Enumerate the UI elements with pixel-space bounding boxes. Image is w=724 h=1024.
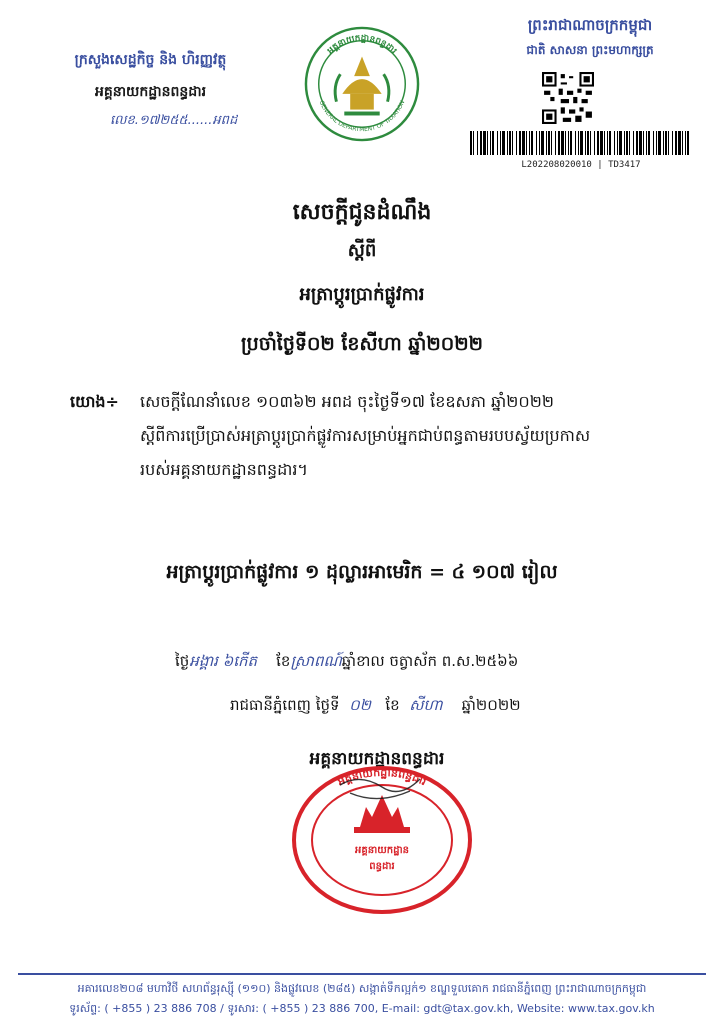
lunar-year: ឆ្នាំខាល ចត្វាស័ក ព.ស.២៥៦៦ — [341, 652, 519, 670]
barcode-bar — [546, 131, 547, 155]
barcode-bar — [685, 131, 686, 155]
barcode-bar — [629, 131, 630, 155]
barcode — [470, 131, 692, 155]
barcode-bar — [658, 131, 661, 155]
barcode-bar — [480, 131, 482, 155]
barcode-bar — [470, 131, 472, 155]
seal-center-text-2: ពន្ធដារ — [369, 861, 395, 872]
barcode-bar — [531, 131, 533, 155]
reference-number — [110, 112, 237, 131]
barcode-bar — [522, 131, 525, 155]
barcode-bar — [507, 131, 508, 155]
reference-text — [140, 385, 660, 487]
emblem-bottom-text: GENERAL DEPARTMENT OF TAXATION — [317, 99, 407, 134]
barcode-bar — [516, 131, 517, 155]
month-label: ខែ — [385, 696, 400, 714]
barcode-bar — [648, 131, 650, 155]
reference-value: ១៧២៥៥ — [138, 113, 188, 128]
reference-label: យោង÷ — [70, 392, 119, 411]
reference-line: របស់អគ្គនាយកដ្ឋានពន្ធដារ។ — [140, 460, 308, 479]
barcode-bar — [587, 131, 589, 155]
barcode-bar — [497, 131, 498, 155]
department-name: អគ្គនាយកដ្ឋានពន្ធដារ — [94, 84, 207, 100]
barcode-bar — [597, 131, 599, 155]
barcode-bar — [487, 131, 488, 155]
barcode-bar — [500, 131, 501, 155]
barcode-bar — [639, 131, 642, 155]
barcode-bar — [483, 131, 486, 155]
barcode-bar — [580, 131, 583, 155]
barcode-bar — [626, 131, 628, 155]
barcode-bar — [682, 131, 683, 155]
barcode-bar — [570, 131, 572, 155]
barcode-bar — [607, 131, 608, 155]
barcode-bar — [663, 131, 664, 155]
svg-text:អគ្គនាយកដ្ឋានពន្ធដារ — [325, 34, 398, 58]
barcode-bar — [519, 131, 521, 155]
barcode-bar — [490, 131, 491, 155]
footer-divider — [18, 973, 706, 975]
barcode-bar — [492, 131, 494, 155]
footer-contact: ទូរស័ព្ទ: ( +855 ) 23 886 708 / ទូរសារ: ( +855 ) 23 886 700, E-mail: gdt@tax.gov.kh, Website: www.tax.gov.kh — [69, 1002, 655, 1015]
handwritten-month: ស្រាពណ៍ — [290, 652, 342, 670]
gdt-emblem-logo — [303, 25, 421, 143]
reference-block — [70, 385, 660, 479]
barcode-bar — [633, 131, 634, 155]
handwritten-month-2: សីហា — [409, 696, 443, 714]
notice-subject: អត្រាប្តូរប្រាក់ផ្លូវការ — [299, 284, 425, 305]
emblem-top-text: អគ្គនាយកដ្ឋានពន្ធដារ — [325, 33, 399, 57]
barcode-bar — [594, 131, 595, 155]
barcode-bar — [578, 131, 579, 155]
city-date-line — [230, 696, 670, 718]
barcode-bar — [555, 131, 556, 155]
barcode-bar — [477, 131, 478, 155]
barcode-bar — [509, 131, 511, 155]
barcode-bar — [672, 131, 673, 155]
barcode-bar — [473, 131, 474, 155]
reference-suffix: ......អពដ — [187, 113, 238, 128]
year-text: ឆ្នាំ២០២២ — [461, 696, 521, 714]
barcode-bar — [512, 131, 513, 155]
day-prefix: ថ្ងៃ — [175, 652, 190, 670]
barcode-bar — [675, 131, 677, 155]
barcode-bar — [529, 131, 530, 155]
barcode-bar — [604, 131, 605, 155]
barcode-bar — [636, 131, 638, 155]
barcode-bar — [575, 131, 576, 155]
qr-code — [542, 72, 594, 124]
barcode-bar — [536, 131, 537, 155]
barcode-bar — [565, 131, 566, 155]
notice-date: ប្រចាំថ្ងៃទី០២ ខែសីហា ឆ្នាំ២០២២ — [240, 333, 483, 355]
notice-subject-label: ស្តីពី — [347, 240, 377, 261]
barcode-bar — [617, 131, 618, 155]
barcode-bar — [624, 131, 625, 155]
lunar-date-line — [175, 652, 655, 674]
barcode-bar — [646, 131, 647, 155]
kingdom-name: ព្រះរាជាណាចក្រកម្ពុជា — [527, 16, 653, 34]
national-motto: ជាតិ សាសនា ព្រះមហាក្សត្រ — [526, 43, 654, 57]
seal-center-text-1: អគ្គនាយកដ្ឋាន — [355, 845, 409, 856]
barcode-bar — [643, 131, 644, 155]
barcode-bar — [539, 131, 540, 155]
barcode-bar — [668, 131, 669, 155]
barcode-bar — [609, 131, 611, 155]
barcode-bar — [590, 131, 591, 155]
barcode-bar — [548, 131, 550, 155]
barcode-number: L202208020010 | TD3417 — [521, 160, 641, 170]
ministry-name: ក្រសួងសេដ្ឋកិច្ច និង ហិរញ្ញវត្ថុ — [74, 52, 227, 68]
reference-line: សេចក្តីណែនាំលេខ ១០៣៦២ អពដ ចុះថ្ងៃទី១៧ ខែឧសភា ឆ្នាំ២០២២ — [140, 392, 554, 411]
notice-title: សេចក្តីជូនដំណឹង — [292, 200, 432, 225]
month-prefix: ខែ — [276, 652, 291, 670]
footer-address: អគារលេខ២០៨ មហាវិថី សហព័ន្ធរុស្ស៊ី (១១០) និងផ្លូវលេខ (២៨៥) សង្កាត់ទឹកល្អក់១ ខណ្ឌទួលគោក រាជធានីភ្នំពេញ ព្រះរាជាណាចក្រកម្ពុជា — [77, 982, 647, 995]
exchange-rate: អត្រាប្តូរប្រាក់ផ្លូវការ ១ ដុល្លារអាមេរិក = ៤ ១០៧ រៀល — [166, 561, 558, 583]
handwritten-date: ០២ — [349, 696, 372, 714]
handwritten-day: អង្គារ ៦កើត — [189, 652, 258, 670]
reference-line: ស្តីពីការប្រើប្រាស់អត្រាប្តូរប្រាក់ផ្លូវការសម្រាប់អ្នកជាប់ពន្ធតាមរបបស្វ័យប្រកាស — [140, 426, 591, 445]
barcode-bar — [619, 131, 622, 155]
barcode-bar — [561, 131, 564, 155]
city-text: រាជធានីភ្នំពេញ ថ្ងៃទី — [230, 696, 340, 714]
barcode-bar — [558, 131, 560, 155]
barcode-bar — [678, 131, 681, 155]
barcode-bar — [568, 131, 569, 155]
signer-title: អគ្គនាយកដ្ឋានពន្ធដារ — [309, 749, 445, 769]
barcode-bar — [656, 131, 657, 155]
barcode-bar — [541, 131, 544, 155]
barcode-bar — [502, 131, 505, 155]
barcode-bar — [526, 131, 527, 155]
reference-prefix: លេខ. — [110, 113, 139, 128]
barcode-bar — [687, 131, 689, 155]
barcode-bar — [585, 131, 586, 155]
barcode-bar — [665, 131, 667, 155]
barcode-bar — [653, 131, 654, 155]
seal-ring-text: អគ្គនាយកដ្ឋានពន្ធដារ — [335, 765, 429, 789]
barcode-bar — [614, 131, 615, 155]
barcode-bar — [551, 131, 552, 155]
barcode-bar — [600, 131, 603, 155]
official-seal — [290, 765, 475, 915]
